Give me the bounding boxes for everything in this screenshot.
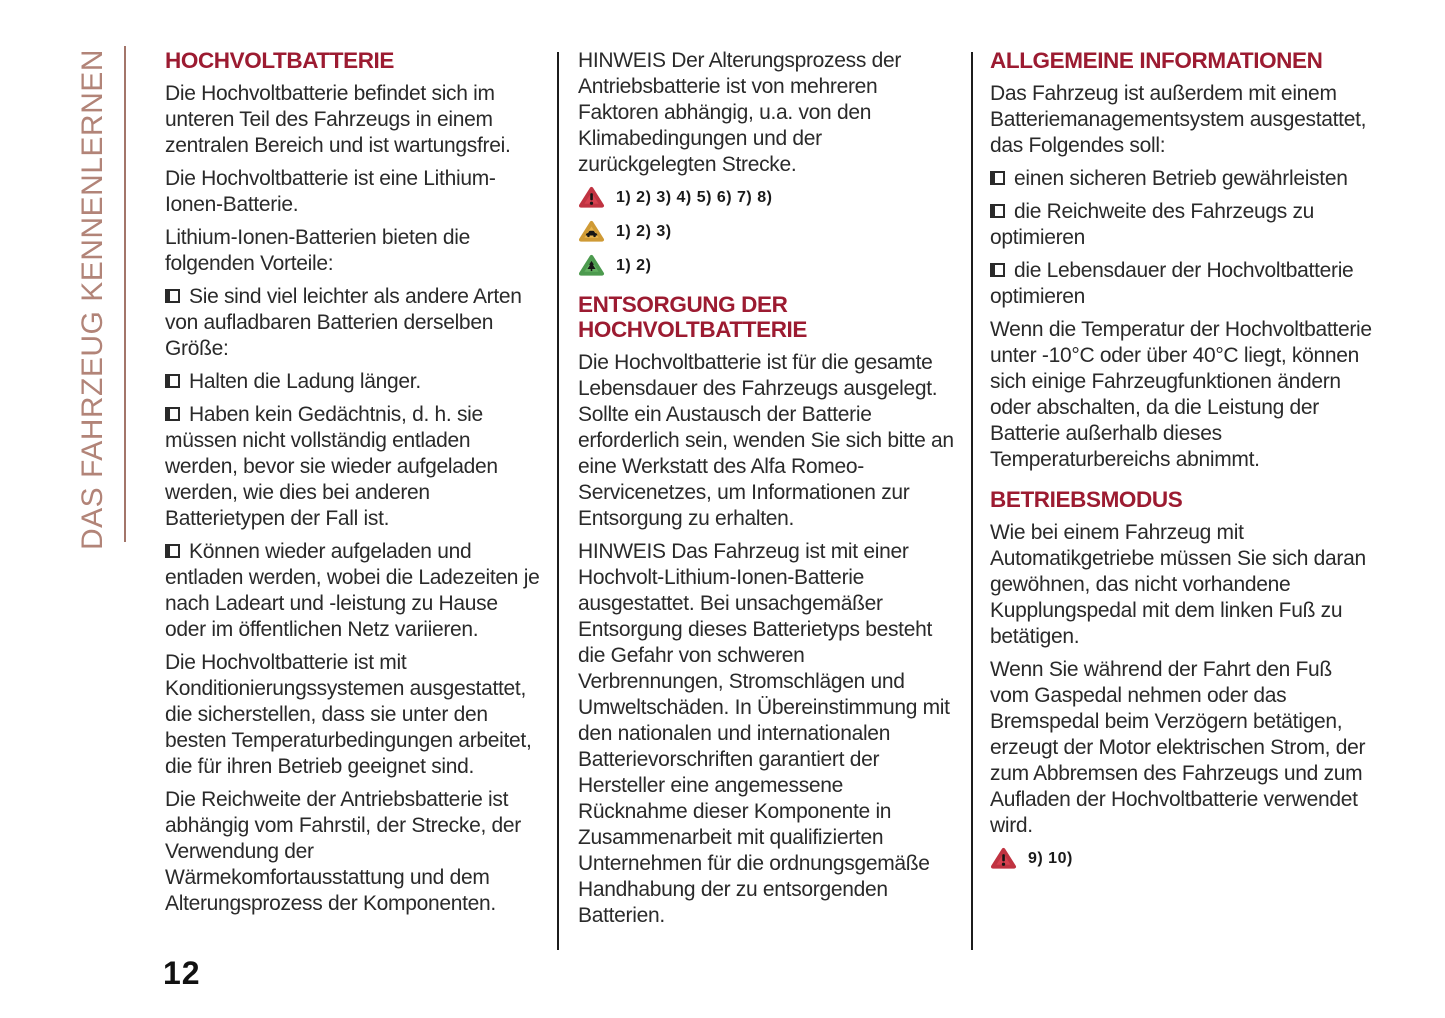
bullet-item xyxy=(990,199,1374,251)
bullet-text: die Reichweite des Fahrzeugs zu optimieren xyxy=(990,200,1315,249)
warning-reference-row xyxy=(578,185,954,210)
warning-exclamation-icon xyxy=(990,846,1017,871)
reference-numbers: 1) 2) xyxy=(616,256,652,274)
square-bullet-icon xyxy=(165,289,180,303)
column-divider xyxy=(971,52,973,950)
paragraph: Wie bei einem Fahrzeug mit Automatikgetriebe müssen Sie sich daran gewöhnen, das nicht vorhandene Kupplungspedal mit dem linken Fuß zu betätigen. xyxy=(990,521,1366,648)
square-bullet-icon xyxy=(165,374,180,388)
warning-reference-row xyxy=(990,846,1374,871)
paragraph: Die Hochvoltbatterie ist eine Lithium-Ionen-Batterie. xyxy=(165,167,496,216)
square-bullet-icon xyxy=(990,204,1005,218)
column-divider xyxy=(557,52,559,950)
section-heading-entsorgung: ENTSORGUNG DER HOCHVOLTBATTERIE xyxy=(578,292,808,342)
bullet-item xyxy=(990,258,1374,310)
warning-exclamation-icon xyxy=(578,185,605,210)
reference-numbers: 1) 2) 3) 4) 5) 6) 7) 8) xyxy=(616,188,773,206)
section-heading-allgemeine-informationen: ALLGEMEINE INFORMATIONEN xyxy=(990,48,1323,73)
square-bullet-icon xyxy=(990,263,1005,277)
warning-car-icon xyxy=(578,219,605,244)
bullet-text: einen sicheren Betrieb gewährleisten xyxy=(1014,167,1348,190)
section-heading-betriebsmodus: BETRIEBSMODUS xyxy=(990,487,1183,512)
square-bullet-icon xyxy=(165,544,180,558)
bullet-text: Sie sind viel leichter als andere Arten von aufladbaren Batterien derselben Größe: xyxy=(165,285,522,360)
section-heading-hochvoltbatterie: HOCHVOLTBATTERIE xyxy=(165,48,395,73)
warning-reference-row xyxy=(578,219,954,244)
paragraph: Die Hochvoltbatterie ist mit Konditionierungssystemen ausgestattet, die sicherstellen, dass sie unter den besten Temperaturbedingungen arbeitet, die für ihren Betrieb geeignet sind. xyxy=(165,651,532,778)
reference-numbers: 9) 10) xyxy=(1028,849,1073,867)
bullet-text: Halten die Ladung länger. xyxy=(189,370,421,393)
note-paragraph: HINWEIS Das Fahrzeug ist mit einer Hochvolt-Lithium-Ionen-Batterie ausgestattet. Bei unsachgemäßer Entsorgung dieses Batterietyps besteht die Gefahr von schweren Verbrennungen, Stromschlägen und Umweltschäden. In Übereinstimmung mit den nationalen und internationalen Batterievorschriften garantiert der Hersteller eine angemessene Rücknahme dieser Komponente in Zusammenarbeit mit qualifizierten Unternehmen für die ordnungsgemäße Handhabung der zu entsorgenden Batterien. xyxy=(578,540,950,927)
bullet-text: Haben kein Gedächtnis, d. h. sie müssen nicht vollständig entladen werden, bevor sie wieder aufgeladen werden, wie dies bei anderen Batterietypen der Fall ist. xyxy=(165,403,498,530)
paragraph: Lithium-Ionen-Batterien bieten die folgenden Vorteile: xyxy=(165,226,470,275)
column-left xyxy=(165,48,543,924)
bullet-text: Können wieder aufgeladen und entladen werden, wobei die Ladezeiten je nach Ladeart und -leistung zu Hause oder im öffentlichen Netz variieren. xyxy=(165,540,540,641)
note-paragraph: HINWEIS Der Alterungsprozess der Antriebsbatterie ist von mehreren Faktoren abhängig, u.a. von den Klimabedingungen und der zurückgelegten Strecke. xyxy=(578,49,902,176)
square-bullet-icon xyxy=(990,171,1005,185)
sidebar-rule xyxy=(124,46,126,542)
warning-tree-icon xyxy=(578,253,605,278)
bullet-item xyxy=(165,539,543,643)
bullet-item xyxy=(165,402,543,532)
chapter-sidebar-label: DAS FAHRZEUG KENNENLERNEN xyxy=(76,49,109,550)
bullet-item xyxy=(990,166,1374,192)
paragraph: Wenn Sie während der Fahrt den Fuß vom Gaspedal nehmen oder das Bremspedal beim Verzögern betätigen, erzeugt der Motor elektrischen Strom, der zum Abbremsen des Fahrzeugs und zum Aufladen der Hochvoltbatterie verwendet wird. xyxy=(990,658,1366,837)
paragraph: Das Fahrzeug ist außerdem mit einem Batteriemanagementsystem ausgestattet, das Folgendes soll: xyxy=(990,82,1367,157)
bullet-item xyxy=(165,284,543,362)
warning-reference-row xyxy=(578,253,954,278)
page-number: 12 xyxy=(163,955,201,991)
paragraph: Wenn die Temperatur der Hochvoltbatterie unter -10°C oder über 40°C liegt, können sich einige Fahrzeugfunktionen ändern oder abschalten, da die Leistung der Batterie außerhalb dieses Temperaturbereichs abnimmt. xyxy=(990,318,1372,471)
reference-numbers: 1) 2) 3) xyxy=(616,222,672,240)
bullet-text: die Lebensdauer der Hochvoltbatterie optimieren xyxy=(990,259,1354,308)
column-right xyxy=(990,48,1374,880)
paragraph: Die Hochvoltbatterie befindet sich im unteren Teil des Fahrzeugs in einem zentralen Bereich und ist wartungsfrei. xyxy=(165,82,511,157)
bullet-item xyxy=(165,369,543,395)
paragraph: Die Hochvoltbatterie ist für die gesamte Lebensdauer des Fahrzeugs ausgelegt. Sollte ein Austausch der Batterie erforderlich sein, wenden Sie sich bitte an eine Werkstatt des Alfa Romeo-Servicenetzes, um Informationen zur Entsorgung zu erhalten. xyxy=(578,351,954,530)
column-middle xyxy=(578,48,954,936)
square-bullet-icon xyxy=(165,407,180,421)
paragraph: Die Reichweite der Antriebsbatterie ist abhängig vom Fahrstil, der Strecke, der Verwendung der Wärmekomfortausstattung und dem Alterungsprozess der Komponenten. xyxy=(165,788,521,915)
